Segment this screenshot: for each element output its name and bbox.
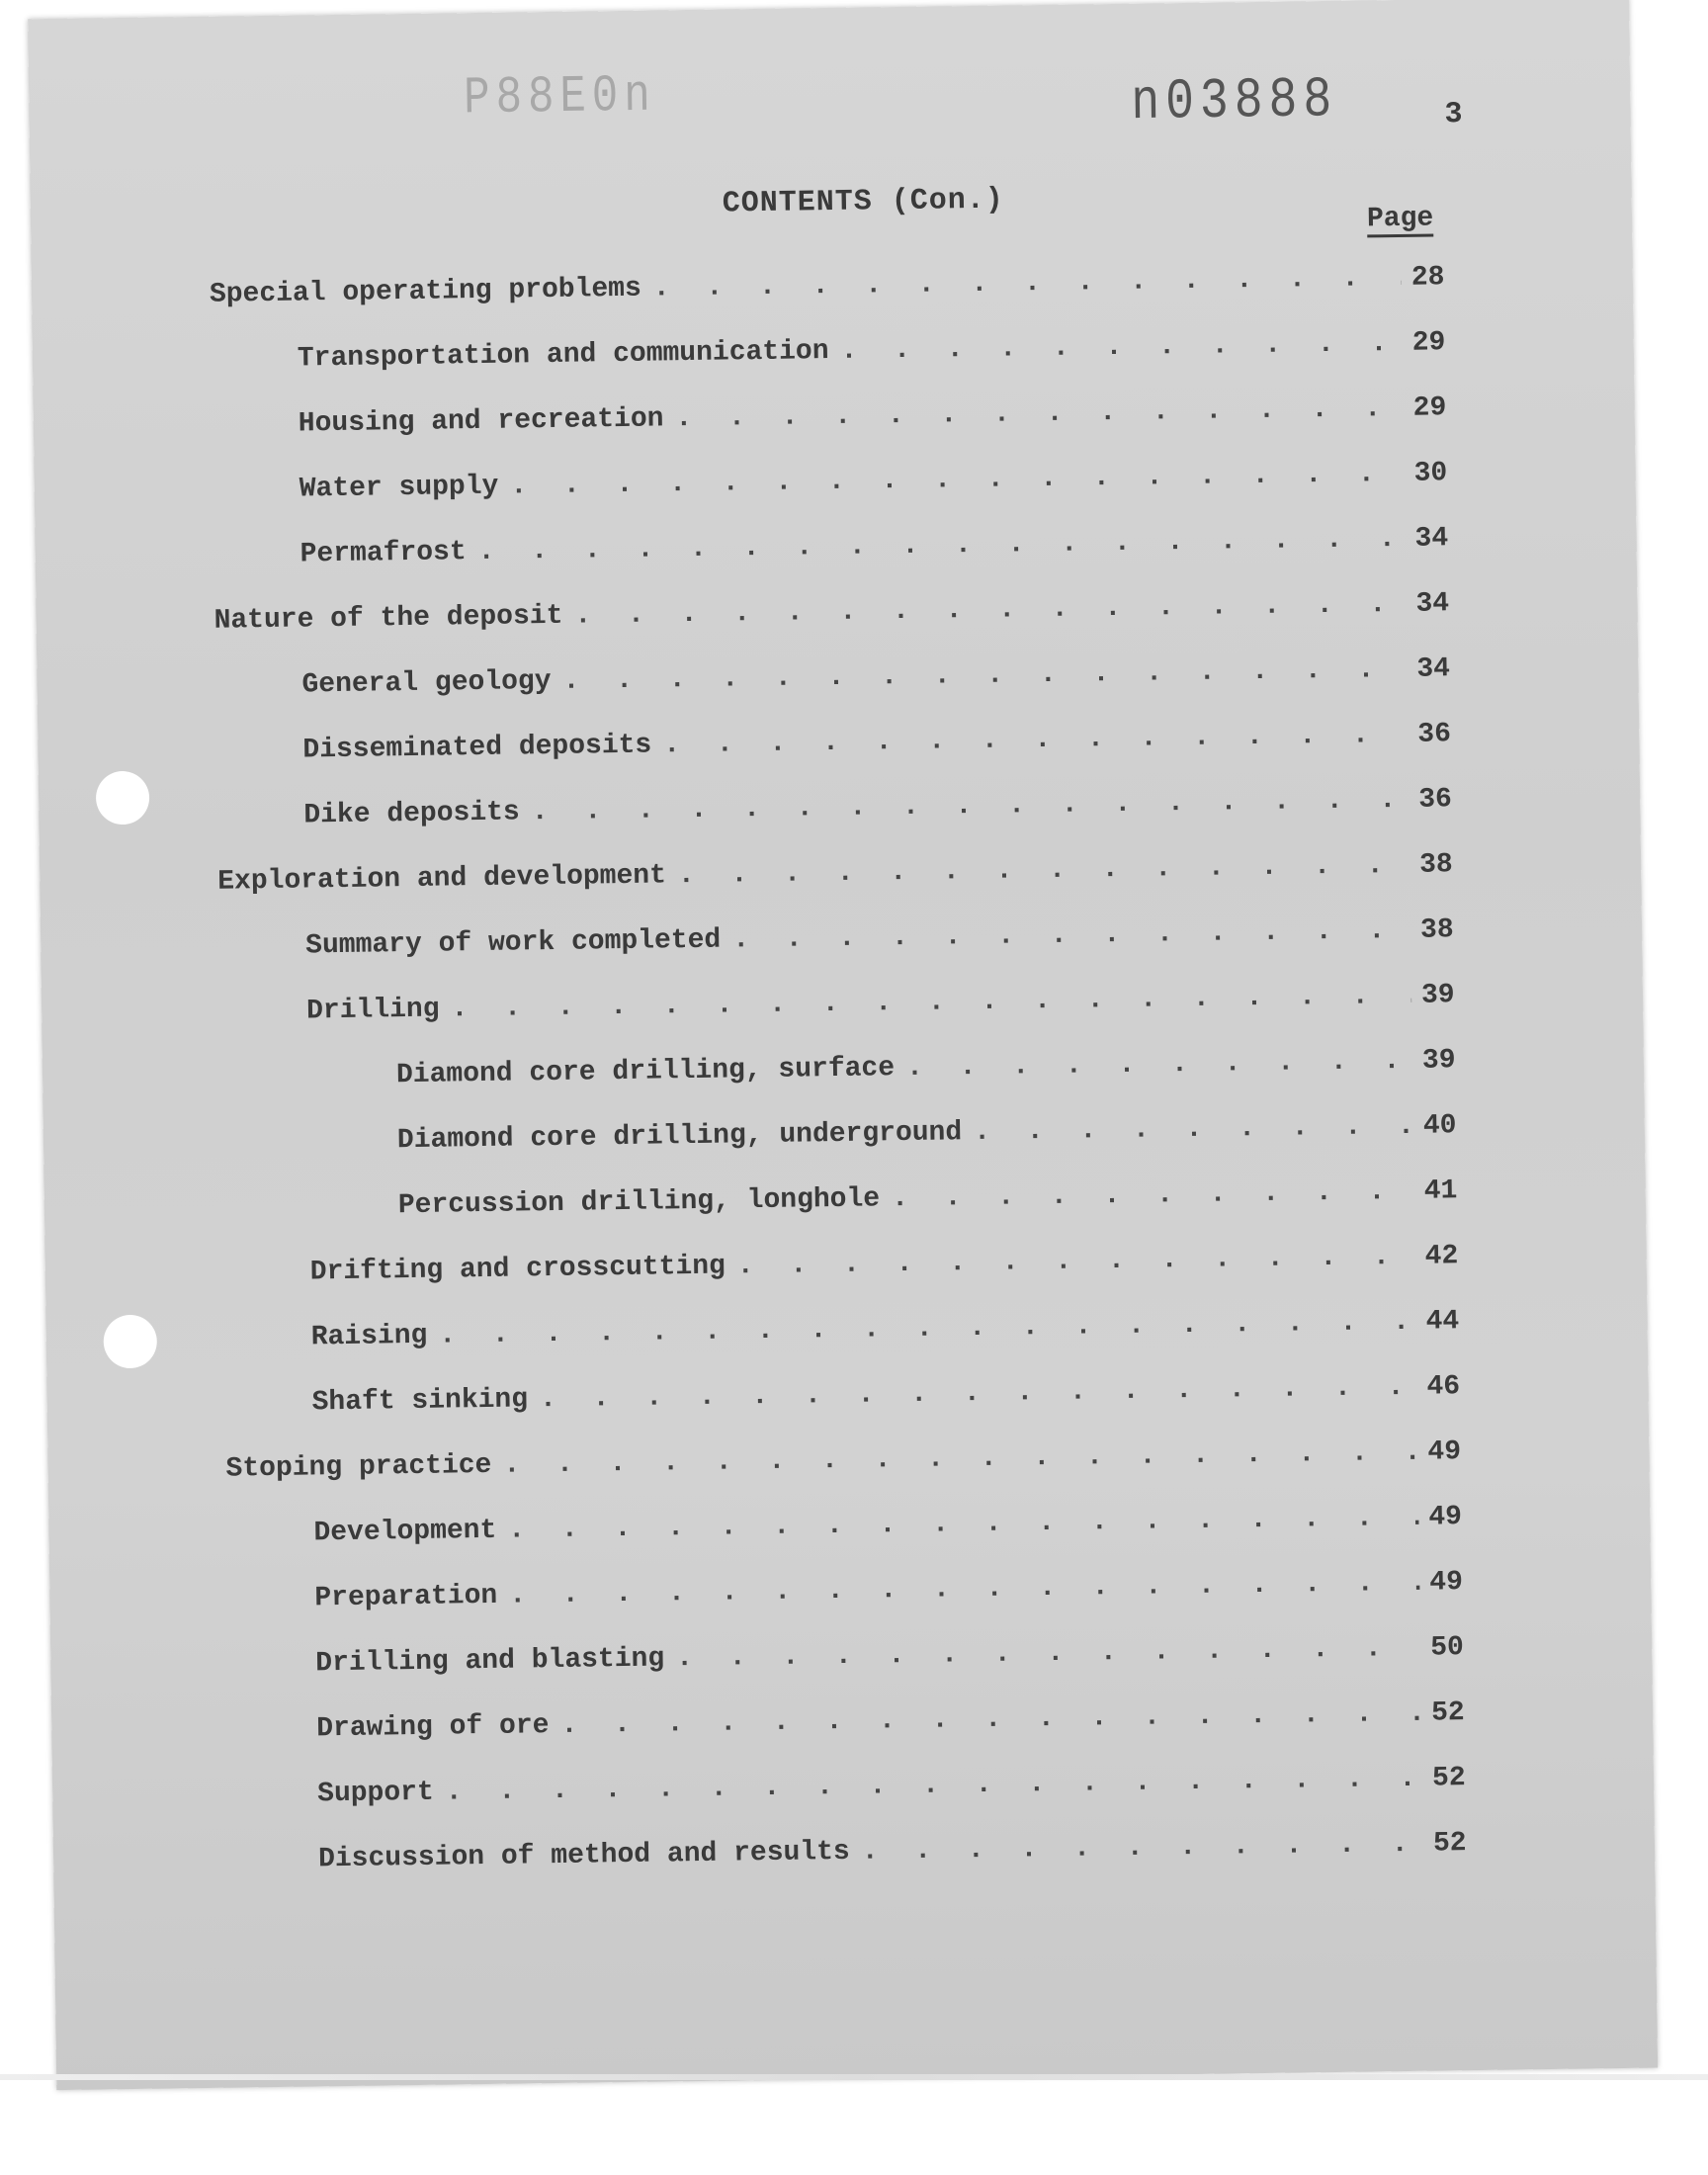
toc-entry-page: 34: [1416, 653, 1451, 685]
scan-edge: [0, 2074, 1708, 2080]
dot-leader: [676, 1629, 1421, 1680]
toc-entry-title: Drilling: [305, 994, 440, 1027]
toc-entry-title: Percussion drilling, longhole: [397, 1183, 881, 1222]
toc-entry: [313, 1498, 1472, 1553]
dot-leader: [508, 1499, 1419, 1551]
toc-entry-title: Drawing of ore: [316, 1710, 550, 1745]
toc-entry-title: Development: [313, 1515, 497, 1549]
dot-leader: [653, 259, 1403, 309]
toc-entry-title: Preparation: [314, 1580, 498, 1614]
toc-entry: [301, 650, 1460, 705]
toc-entry: [318, 1824, 1477, 1879]
toc-entry-page: 52: [1431, 1763, 1466, 1794]
dot-leader: [477, 520, 1405, 572]
dot-leader: [840, 324, 1403, 372]
document-stamp: n03888: [1130, 68, 1338, 136]
toc-entry-page: 39: [1420, 980, 1455, 1011]
toc-entry-page: 29: [1412, 392, 1447, 424]
toc-entry-title: Discussion of method and results: [317, 1836, 850, 1875]
toc-entry: [210, 258, 1455, 315]
toc-entry-page: 28: [1410, 262, 1445, 294]
punch-hole: [103, 1315, 157, 1369]
toc-entry-page: 36: [1417, 719, 1452, 750]
toc-entry: [316, 1694, 1475, 1749]
toc-entry-title: Shaft sinking: [311, 1384, 529, 1419]
dot-leader: [974, 1107, 1413, 1153]
dot-leader: [560, 1695, 1421, 1746]
toc-entry-page: 44: [1425, 1306, 1460, 1338]
toc-entry: [299, 454, 1457, 509]
dot-leader: [861, 1825, 1423, 1872]
toc-entry-page: 49: [1428, 1502, 1463, 1533]
dot-leader: [451, 977, 1411, 1030]
toc-entry-title: Disseminated deposits: [302, 730, 652, 766]
toc-entry-page: 36: [1418, 784, 1453, 816]
dot-leader: [540, 1368, 1417, 1420]
dot-leader: [503, 1434, 1418, 1486]
toc-entry-page: 42: [1424, 1241, 1459, 1272]
toc-entry-title: Water supply: [299, 471, 499, 505]
toc-entry: [299, 389, 1457, 444]
toc-entry-title: Stoping practice: [225, 1449, 492, 1485]
toc-entry: [397, 1106, 1467, 1161]
toc-entry-title: Raising: [310, 1320, 428, 1353]
dot-leader: [663, 716, 1409, 766]
toc-entry: [398, 1172, 1468, 1226]
toc-entry-title: Permafrost: [299, 537, 467, 570]
toc-entry: [299, 519, 1458, 574]
toc-entry: [311, 1367, 1470, 1423]
page-number: 3: [1444, 98, 1463, 132]
toc-entry-title: Drifting and crosscutting: [309, 1251, 726, 1288]
toc-entry-page: 41: [1423, 1175, 1458, 1207]
dot-leader: [509, 1564, 1420, 1616]
dot-leader: [737, 1238, 1415, 1287]
faint-document-stamp: P88E0n: [463, 66, 657, 130]
toc-entry-title: Nature of the deposit: [214, 600, 563, 637]
dot-leader: [439, 1303, 1416, 1356]
dot-leader: [510, 455, 1405, 507]
toc-entry: [310, 1237, 1469, 1292]
toc-entry-page: 39: [1421, 1045, 1456, 1077]
toc-entry-title: Special operating problems: [209, 273, 642, 310]
dot-leader: [531, 781, 1409, 832]
toc-entry-page: 40: [1422, 1110, 1457, 1142]
toc-entry-page: 30: [1413, 458, 1448, 489]
dot-leader: [675, 390, 1404, 439]
toc-entry: [303, 780, 1462, 835]
toc-entry-title: Dike deposits: [303, 797, 520, 831]
contents-heading: CONTENTS (Con.): [722, 183, 1005, 221]
dot-leader: [892, 1173, 1414, 1219]
toc-entry-page: 46: [1426, 1371, 1461, 1403]
toc-entry-page: 49: [1429, 1567, 1464, 1599]
toc-entry-page: 29: [1411, 327, 1446, 359]
toc-entry: [317, 1759, 1476, 1814]
toc-entry: [302, 715, 1461, 770]
toc-entry-page: 38: [1419, 914, 1454, 946]
toc-entry: [314, 1563, 1473, 1618]
toc-entry-page: 50: [1430, 1632, 1465, 1664]
toc-entry-page: 38: [1418, 849, 1453, 881]
toc-entry-title: Housing and recreation: [298, 403, 664, 440]
toc-entry-page: 52: [1432, 1828, 1467, 1860]
toc-entry: [310, 1302, 1469, 1357]
toc-entry-page: 52: [1430, 1697, 1465, 1729]
dot-leader: [678, 846, 1410, 896]
dot-leader: [732, 912, 1410, 961]
toc-entry-title: General geology: [301, 665, 552, 701]
toc-entry-title: Transportation and communication: [297, 336, 829, 375]
toc-entry-page: 49: [1427, 1436, 1462, 1468]
toc-entry-title: Diamond core drilling, underground: [396, 1117, 963, 1157]
toc-entry-title: Summary of work completed: [304, 924, 722, 962]
toc-entry: [225, 1433, 1471, 1490]
dot-leader: [906, 1042, 1412, 1088]
toc-entry-page: 34: [1415, 588, 1450, 620]
toc-entry-page: 34: [1414, 523, 1449, 555]
scanned-page: [28, 0, 1658, 2090]
toc-entry-title: Diamond core drilling, surface: [395, 1053, 896, 1091]
toc-entry-title: Drilling and blasting: [315, 1643, 665, 1680]
toc-entry: [214, 584, 1459, 642]
toc-entry-title: Exploration and development: [217, 860, 667, 898]
toc-entry: [217, 845, 1463, 903]
toc-entry: [298, 323, 1456, 379]
toc-entry: [305, 911, 1464, 966]
table-of-contents: [32, 256, 1633, 1875]
dot-leader: [574, 585, 1407, 637]
toc-entry: [396, 1041, 1466, 1095]
punch-hole: [96, 771, 150, 826]
toc-entry: [315, 1628, 1474, 1684]
toc-entry-title: Support: [316, 1777, 435, 1810]
dot-leader: [562, 651, 1407, 702]
page-column-label: Page: [1367, 204, 1434, 237]
toc-entry: [306, 976, 1465, 1031]
dot-leader: [446, 1760, 1423, 1813]
